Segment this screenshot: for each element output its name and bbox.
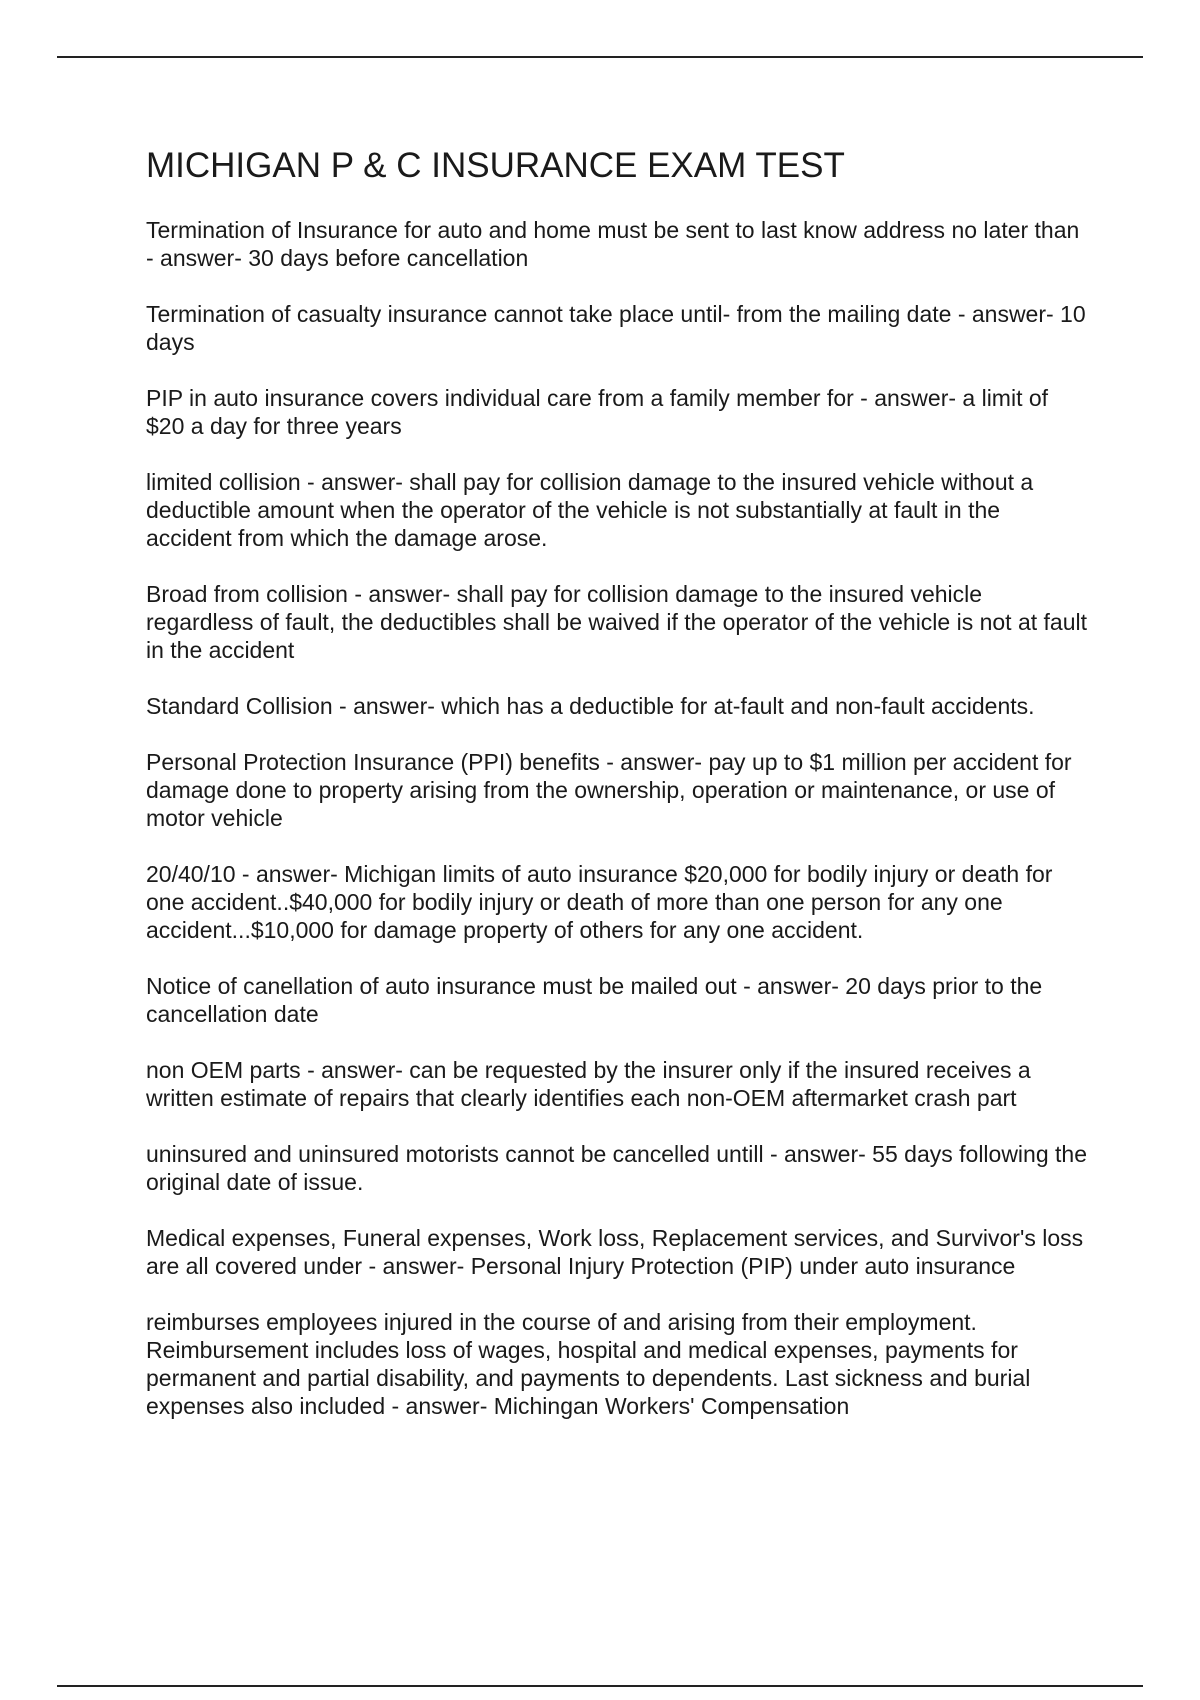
- qa-entry-ppi-benefits: Personal Protection Insurance (PPI) benefits - answer- pay up to $1 million per accident for damage done to property arising from the ownership, operation or maintenance, or use of motor vehicle: [146, 749, 1072, 831]
- document-title: MICHIGAN P & C INSURANCE EXAM TEST: [146, 146, 845, 185]
- top-divider: [57, 56, 1143, 58]
- qa-entry-termination-auto-home: Termination of Insurance for auto and home must be sent to last know address no later than - answer- 30 days before cancellation: [146, 217, 1080, 271]
- qa-entry-broad-collision: Broad from collision - answer- shall pay for collision damage to the insured vehicle regardless of fault, the deductibles shall be waived if the operator of the vehicle is not at fault in the accident: [146, 581, 1088, 663]
- qa-entry-cancellation-notice: Notice of canellation of auto insurance must be mailed out - answer- 20 days prior to the cancellation date: [146, 973, 1043, 1027]
- qa-entry-standard-collision: Standard Collision - answer- which has a deductible for at-fault and non-fault accidents.: [146, 693, 1035, 719]
- qa-entry-uninsured-motorists: uninsured and uninsured motorists cannot be cancelled untill - answer- 55 days following the original date of issue.: [146, 1141, 1087, 1195]
- bottom-divider: [57, 1685, 1143, 1687]
- qa-entry-pip-coverage: Medical expenses, Funeral expenses, Work loss, Replacement services, and Survivor's loss are all covered under - answer- Personal Injury Protection (PIP) under auto insurance: [146, 1225, 1084, 1279]
- document-body: [146, 144, 1091, 1448]
- qa-entry-non-oem-parts: non OEM parts - answer- can be requested by the insurer only if the insured receives a written estimate of repairs that clearly identifies each non-OEM aftermarket crash part: [146, 1057, 1031, 1111]
- qa-entry-20-40-10: 20/40/10 - answer- Michigan limits of auto insurance $20,000 for bodily injury or death for one accident..$40,000 for bodily injury or death of more than one person for any one accident...$10,000 for damage property of others for any one accident.: [146, 861, 1053, 943]
- qa-entry-limited-collision: limited collision - answer- shall pay for collision damage to the insured vehicle without a deductible amount when the operator of the vehicle is not substantially at fault in the accident from which the damage arose.: [146, 469, 1034, 551]
- qa-entry-pip-family-care: PIP in auto insurance covers individual care from a family member for - answer- a limit of $20 a day for three years: [146, 385, 1049, 439]
- qa-entry-workers-compensation: reimburses employees injured in the course of and arising from their employment. Reimbursement includes loss of wages, hospital and medical expenses, payments for permanent and partial disability, and payments to dependents. Last sickness and burial expenses also included - answer- Michingan Workers' Compensation: [146, 1309, 1031, 1419]
- qa-entry-termination-casualty: Termination of casualty insurance cannot take place until- from the mailing date - answer- 10 days: [146, 301, 1086, 355]
